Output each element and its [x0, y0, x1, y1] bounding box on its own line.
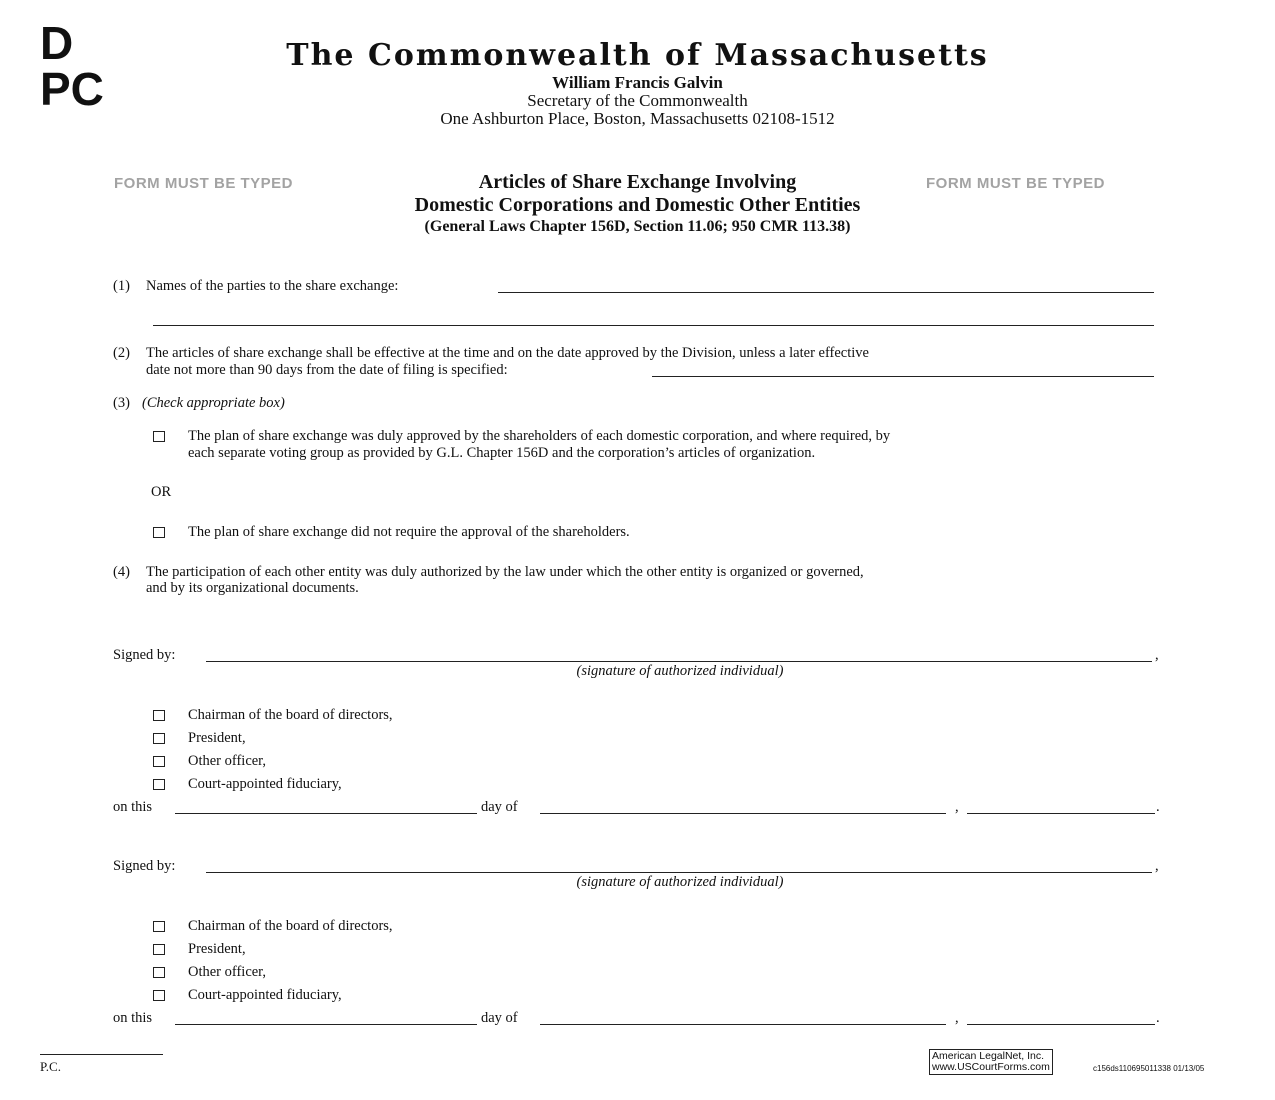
- item-3-instruction: (Check appropriate box): [142, 395, 285, 411]
- item-1-number: (1): [113, 278, 130, 294]
- day-of-label: day of: [481, 1010, 518, 1026]
- date-comma: ,: [955, 1010, 959, 1026]
- form-title: [0, 170, 1275, 238]
- official-name: William Francis Galvin: [552, 73, 723, 92]
- no-shareholder-approval-checkbox[interactable]: [153, 527, 165, 538]
- item-2-number: (2): [113, 345, 130, 361]
- item-2-line-1: The articles of share exchange shall be effective at the time and on the date approved by the Division, unless a later effective: [146, 345, 869, 361]
- month-field[interactable]: [540, 813, 946, 814]
- other-officer-checkbox[interactable]: [153, 967, 165, 978]
- stamp-line-2: PC: [40, 63, 104, 115]
- shareholder-approval-checkbox[interactable]: [153, 431, 165, 442]
- form-must-be-typed-right: FORM MUST BE TYPED: [926, 175, 1106, 192]
- item-1-label: Names of the parties to the share exchange:: [146, 278, 399, 294]
- form-must-be-typed-left: FORM MUST BE TYPED: [114, 175, 294, 192]
- year-field[interactable]: [967, 813, 1155, 814]
- signature-caption: (signature of authorized individual): [576, 874, 784, 890]
- item-3-option-2: The plan of share exchange did not require the approval of the shareholders.: [188, 524, 630, 540]
- item-3-or: OR: [151, 484, 172, 500]
- role-chairman: Chairman of the board of directors,: [188, 707, 393, 723]
- chairman-checkbox[interactable]: [153, 710, 165, 721]
- signature-field[interactable]: [206, 872, 1152, 873]
- item-3-number: (3): [113, 395, 130, 411]
- item-4-line-1: The participation of each other entity was duly authorized by the law under which the other entity is organized or governed,: [146, 564, 864, 580]
- signed-by-label: Signed by:: [113, 647, 176, 663]
- publisher-url: www.USCourtForms.com: [932, 1061, 1050, 1073]
- commonwealth-title: The Commonwealth of Massachusetts: [286, 38, 989, 73]
- signature-field[interactable]: [206, 661, 1152, 662]
- office-name: Secretary of the Commonwealth: [527, 91, 748, 110]
- item-3-option-1-line-1: The plan of share exchange was duly approved by the shareholders of each domestic corporation, and where required, by: [188, 428, 891, 444]
- president-checkbox[interactable]: [153, 733, 165, 744]
- parties-name-field-1[interactable]: [498, 292, 1154, 293]
- role-fiduciary: Court-appointed fiduciary,: [188, 987, 342, 1003]
- role-other-officer: Other officer,: [188, 964, 267, 980]
- item-4-line-2: and by its organizational documents.: [146, 580, 359, 596]
- form-title-line-1: Articles of Share Exchange Involving: [478, 171, 797, 193]
- effective-date-field[interactable]: [652, 376, 1154, 377]
- role-president: President,: [188, 941, 246, 957]
- signature-comma: ,: [1155, 858, 1159, 874]
- president-checkbox[interactable]: [153, 944, 165, 955]
- chairman-checkbox[interactable]: [153, 921, 165, 932]
- pc-initials-field[interactable]: [40, 1054, 163, 1055]
- signature-caption: (signature of authorized individual): [576, 663, 784, 679]
- form-title-line-2: Domestic Corporations and Domestic Other Entities: [414, 194, 861, 216]
- role-president: President,: [188, 730, 246, 746]
- month-field[interactable]: [540, 1024, 946, 1025]
- fiduciary-checkbox[interactable]: [153, 990, 165, 1001]
- date-period: .: [1156, 1010, 1160, 1026]
- pc-label: P.C.: [40, 1059, 61, 1074]
- signature-comma: ,: [1155, 647, 1159, 663]
- day-of-label: day of: [481, 799, 518, 815]
- publisher-box: [929, 1049, 1053, 1075]
- item-2-line-2: date not more than 90 days from the date of filing is specified:: [146, 362, 508, 378]
- role-fiduciary: Court-appointed fiduciary,: [188, 776, 342, 792]
- letterhead: [0, 38, 1275, 128]
- item-4-number: (4): [113, 564, 130, 580]
- form-code: c156ds110695011338 01/13/05: [1093, 1064, 1205, 1073]
- date-comma: ,: [955, 799, 959, 815]
- stamp-line-1: D: [40, 17, 74, 69]
- other-officer-checkbox[interactable]: [153, 756, 165, 767]
- form-title-statute: (General Laws Chapter 156D, Section 11.06; 950 CMR 113.38): [424, 218, 851, 235]
- on-this-label: on this: [113, 1010, 153, 1026]
- parties-name-field-2[interactable]: [153, 325, 1154, 326]
- publisher-name: American LegalNet, Inc.: [932, 1050, 1045, 1062]
- year-field[interactable]: [967, 1024, 1155, 1025]
- date-period: .: [1156, 799, 1160, 815]
- fiduciary-checkbox[interactable]: [153, 779, 165, 790]
- signed-by-label: Signed by:: [113, 858, 176, 874]
- office-address: One Ashburton Place, Boston, Massachusetts 02108-1512: [440, 109, 835, 128]
- role-other-officer: Other officer,: [188, 753, 267, 769]
- role-chairman: Chairman of the board of directors,: [188, 918, 393, 934]
- item-3-option-1-line-2: each separate voting group as provided by G.L. Chapter 156D and the corporation’s articles of organization.: [188, 445, 816, 461]
- on-this-label: on this: [113, 799, 153, 815]
- day-field[interactable]: [175, 1024, 477, 1025]
- day-field[interactable]: [175, 813, 477, 814]
